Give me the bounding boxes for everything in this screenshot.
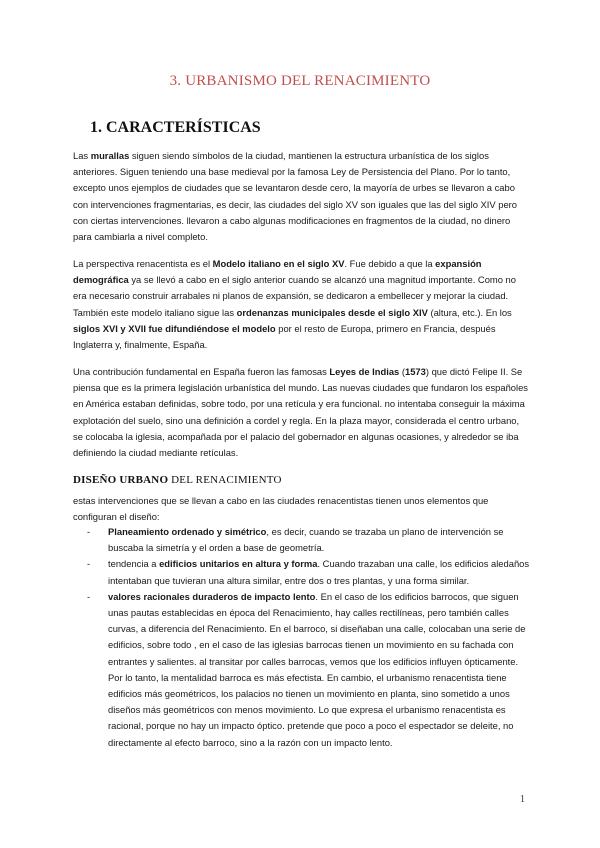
bold-term: edificios unitarios en altura y forma bbox=[159, 558, 318, 570]
section-heading: 1. CARACTERÍSTICAS bbox=[90, 119, 261, 136]
page-number: 1 bbox=[520, 794, 525, 805]
document-title: 3. URBANISMO DEL RENACIMIENTO bbox=[169, 73, 431, 89]
subsection-heading: DISEÑO URBANO DEL RENACIMIENTO bbox=[73, 474, 282, 486]
bold-term: Leyes de Indias bbox=[329, 366, 400, 377]
bold-term: 1573 bbox=[404, 366, 426, 377]
bold-term: murallas bbox=[90, 150, 130, 161]
bold-term: siglos XVI y XVII fue difundiéndose el modelo bbox=[73, 322, 276, 334]
list-dash: - bbox=[87, 526, 91, 537]
bold-term: Modelo italiano en el siglo XV bbox=[212, 258, 345, 269]
list-item: - valores racionales duraderos de impacto lento. En el caso de los edificios barrocos, que siguen unas pautas establecidas en época del Renacimiento, hay calles rectilíneas, pero también calles curvas, a diferencia del Renacimiento. En el barroco, si diseñaban una calle, colocaban una serie de edificios, sobre todo , en el caso de las iglesias barrocas tienen un movimiento en su fachada con entrantes y salientes. al transitar por calles barrocas, vemos que los edificios influyen ópticamente. Por lo tanto, la mentalidad barroca es más efectista. En cambio, el urbanismo renacentista tiene edificios más geométricos, los palacios no tienen un movimiento en planta, sino sometido a unos diseños más geométricos con menos movimiento. Lo que expresa el urbanismo renacentista es racional, porque no hay un impacto óptico. pretende que poco a poco el espectador se deleite, no directamente al efecto barroco, sino a la razón con un impacto lento. bbox=[87, 590, 526, 748]
list-item: - Planeamiento ordenado y simétrico, es decir, cuando se trazaba un plano de intervención se buscaba la simetría y el orden a base de geometría. bbox=[87, 526, 504, 554]
list-item: - tendencia a edificios unitarios en altura y forma. Cuando trazaban una calle, los edificios aledaños intentaban que tuvieran una altura similar, entre dos o tres plantas, y una forma similar. bbox=[87, 558, 530, 586]
paragraph-modelo-italiano: La perspectiva renacentista es el Modelo italiano en el siglo XV. Fue debido a que la expansión demográfica ya se llevó a cabo en el siglo anterior cuando se alcanzó una magnitud importante. Como no era necesario construir arrabales ni planos de expansión, se dedicaron a embellecer y mejorar la ciudad. También este modelo italiano sigue las ordenanzas municipales desde el siglo XIV (altura, etc.). En los siglos XVI y XVII fue difundiéndose el modelo por el resto de Europa, primero en Francia, después Inglaterra y, finalmente, España. bbox=[73, 258, 516, 351]
list-dash: - bbox=[87, 590, 91, 602]
bold-term: expansión demográfica bbox=[73, 258, 482, 286]
design-elements-list bbox=[73, 524, 533, 751]
paragraph-leyes-indias: Una contribución fundamental en España fueron las famosas Leyes de Indias (1573) que dictó Felipe II. Se piensa que es la primera legislación urbanística del mundo. Las nuevas ciudades que fundaron los españoles en América estaban definidas, sobre todo, por una retícula y era funcional. no intentaba conseguir la máxima explotación del suelo, sino una definición a cordel y regla. En la plaza mayor, considerada el centro urbano, se colocaba la iglesia, acompañada por el palacio del gobernador en algunas ocasiones, y alrededor se iba definiendo la ciudad mediante retículas. bbox=[73, 366, 528, 459]
list-dash: - bbox=[87, 558, 91, 570]
bold-term: ordenanzas municipales desde el siglo XIV bbox=[236, 306, 428, 318]
paragraph-murallas: Las murallas siguen siendo símbolos de la ciudad, mantienen la estructura urbanística de los siglos anteriores. Siguen teniendo una base medieval por la famosa Ley de Persistencia del Plano. Por lo tanto, excepto unos ejemplos de ciudades que se levantaron desde cero, la mayoría de urbes se llevaron a cabo con intervenciones fragmentarias, es decir, las ciudades del siglo XV son iguales que las del siglo XIV pero con ciertas intervenciones. llevaron a cabo algunas modificaciones en fragmentos de la ciudad, no dinero para cambiarla a nivel completo. bbox=[73, 150, 518, 243]
bold-term: valores racionales duraderos de impacto lento bbox=[108, 590, 316, 602]
bold-term: Planeamiento ordenado y simétrico bbox=[108, 526, 267, 537]
subsection-intro: estas intervenciones que se llevan a cabo en las ciudades renacentistas tienen unos elementos que configuran el diseño: bbox=[73, 495, 489, 523]
